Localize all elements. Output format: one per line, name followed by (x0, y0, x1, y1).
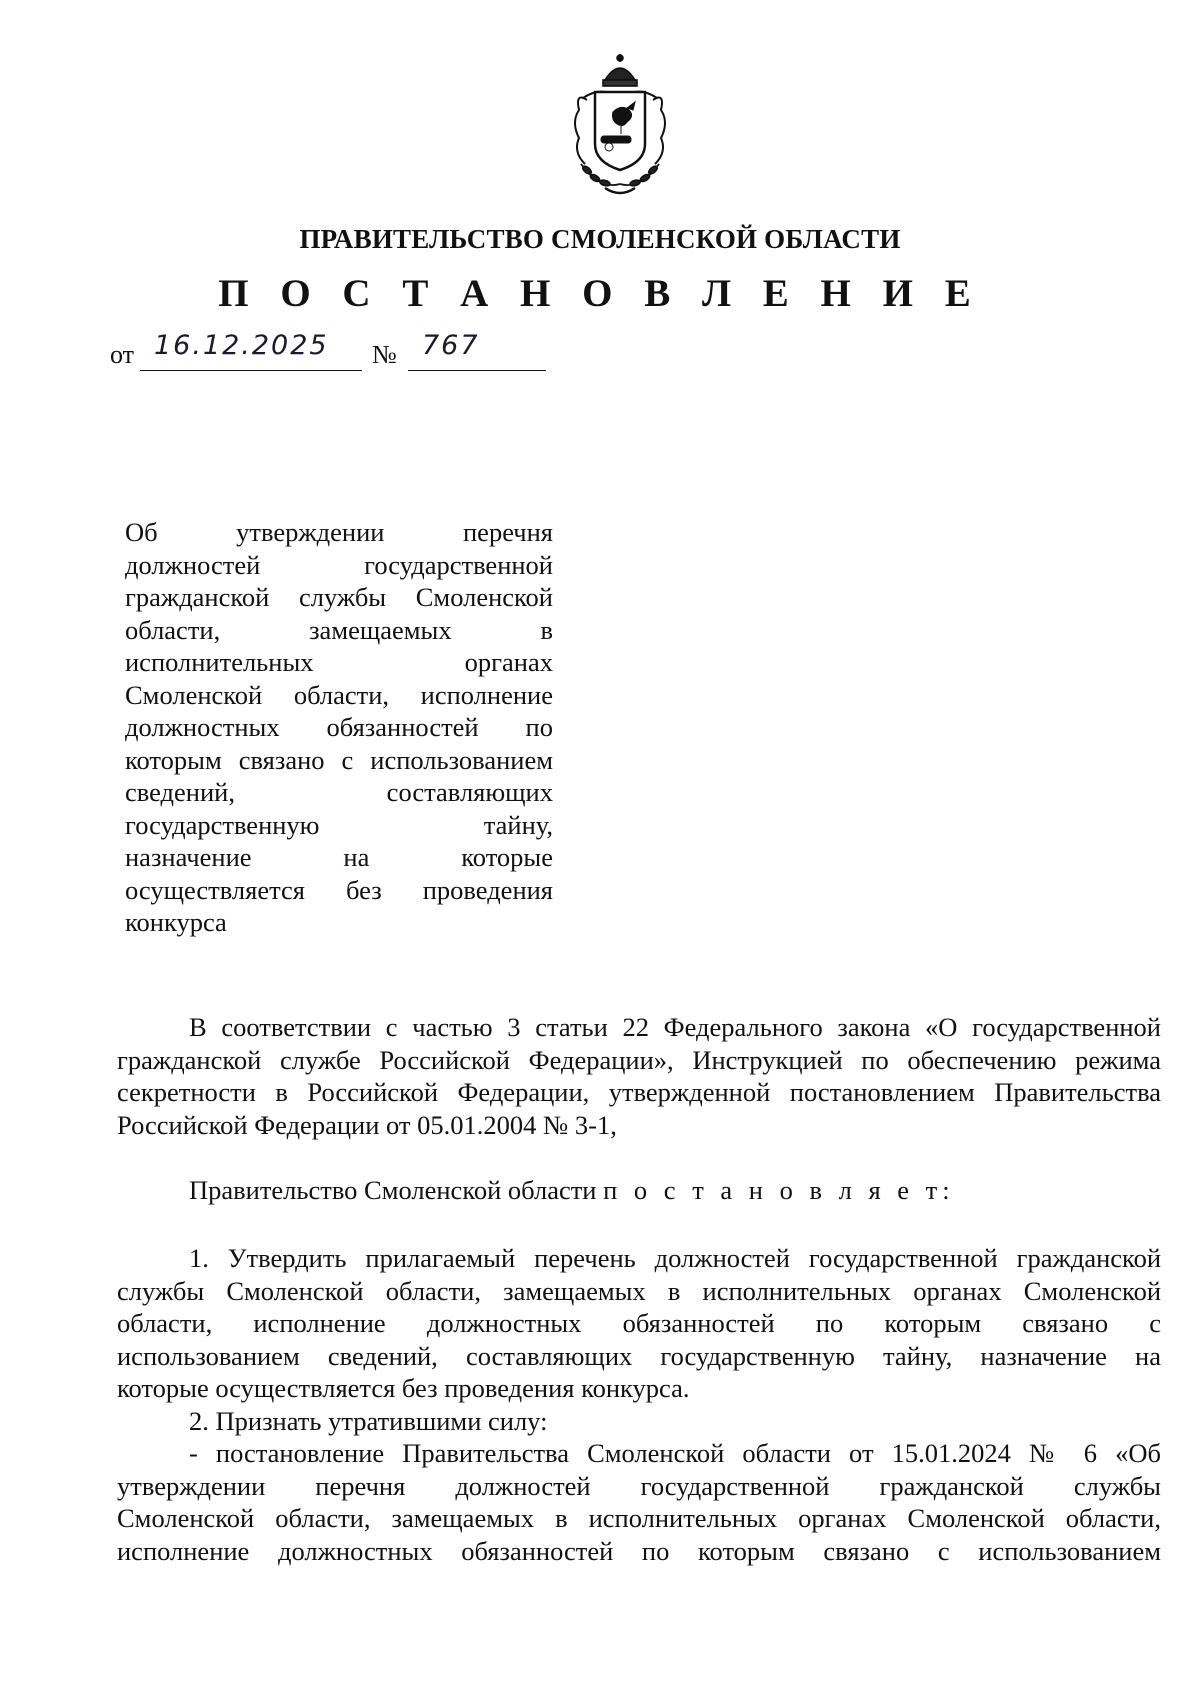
preamble-line: Российской Федерации от 05.01.2004 № 3-1, (117, 1109, 617, 1140)
subject-line: Об утверждении перечня (125, 517, 553, 547)
preamble-line: гражданской службе Российской Федерации», Инструкцией по обеспечению режима (117, 1044, 1161, 1075)
item-line: использованием сведений, составляющих государственную тайну, назначение на (117, 1340, 1161, 1371)
date-handwritten: 16.12.2025 (154, 330, 329, 361)
decree-items (117, 1242, 1161, 1567)
document-type: П О С Т А Н О В Л Е Н И Е (218, 272, 982, 315)
date-from-label: от (110, 340, 135, 369)
number-underline (408, 370, 546, 371)
item-line: - постановление Правительства Смоленской области от 15.01.2024 № 6 «Об (189, 1438, 1161, 1468)
subject-line: исполнительных органах (125, 647, 553, 677)
item-line: 1. Утвердить прилагаемый перечень должностей государственной гражданской (189, 1243, 1161, 1273)
subject-line: гражданской службы Смоленской (125, 582, 553, 612)
date-number-line (110, 330, 570, 372)
subject-line: которым связано с использованием (125, 744, 553, 775)
item-line: исполнение должностных обязанностей по которым связано с использованием (117, 1535, 1161, 1566)
government-title: ПРАВИТЕЛЬСТВО СМОЛЕНСКОЙ ОБЛАСТИ (299, 224, 901, 254)
preamble-line: В соответствии с частью 3 статьи 22 Федерального закона «О государственной (189, 1012, 1161, 1042)
subject-line: Смоленской области, исполнение (125, 679, 553, 710)
preamble-paragraph (117, 1011, 1161, 1141)
number-handwritten: 767 (422, 330, 480, 361)
subject-line: осуществляется без проведения (125, 874, 553, 905)
decree-verb: п о с т а н о в л я е т: (603, 1175, 955, 1205)
subject-line: сведений, составляющих (125, 777, 553, 807)
decree-subject: Правительство Смоленской области (189, 1175, 597, 1205)
subject-line: области, замещаемых в (125, 614, 553, 645)
subject-line: конкурса (125, 907, 227, 937)
smolensk-region-coat-of-arms-icon (565, 52, 675, 202)
subject-line: должностных обязанностей по (125, 712, 553, 742)
item-line: службы Смоленской области, замещаемых в исполнительных органах Смоленской (117, 1275, 1161, 1306)
item-line: Смоленской области, замещаемых в исполнительных органах Смоленской области, (117, 1503, 1161, 1533)
date-underline (140, 370, 362, 371)
decree-line (117, 1174, 1161, 1207)
decree-paragraph (117, 1174, 1161, 1207)
subject-line: назначение на которые (125, 842, 553, 872)
item-line: утверждении перечня должностей государственной гражданской службы (117, 1470, 1161, 1501)
preamble-line: секретности в Российской Федерации, утвержденной постановлением Правительства (117, 1077, 1161, 1107)
subject-line: должностей государственной (125, 549, 553, 580)
subject-line: государственную тайну, (125, 809, 553, 840)
document-subject (125, 516, 553, 939)
item-line: которые осуществляется без проведения конкурса. (117, 1373, 690, 1403)
item-line: области, исполнение должностных обязанностей по которым связано с (117, 1308, 1161, 1338)
item-line: 2. Признать утратившими силу: (189, 1405, 548, 1436)
number-label: № (372, 340, 397, 369)
